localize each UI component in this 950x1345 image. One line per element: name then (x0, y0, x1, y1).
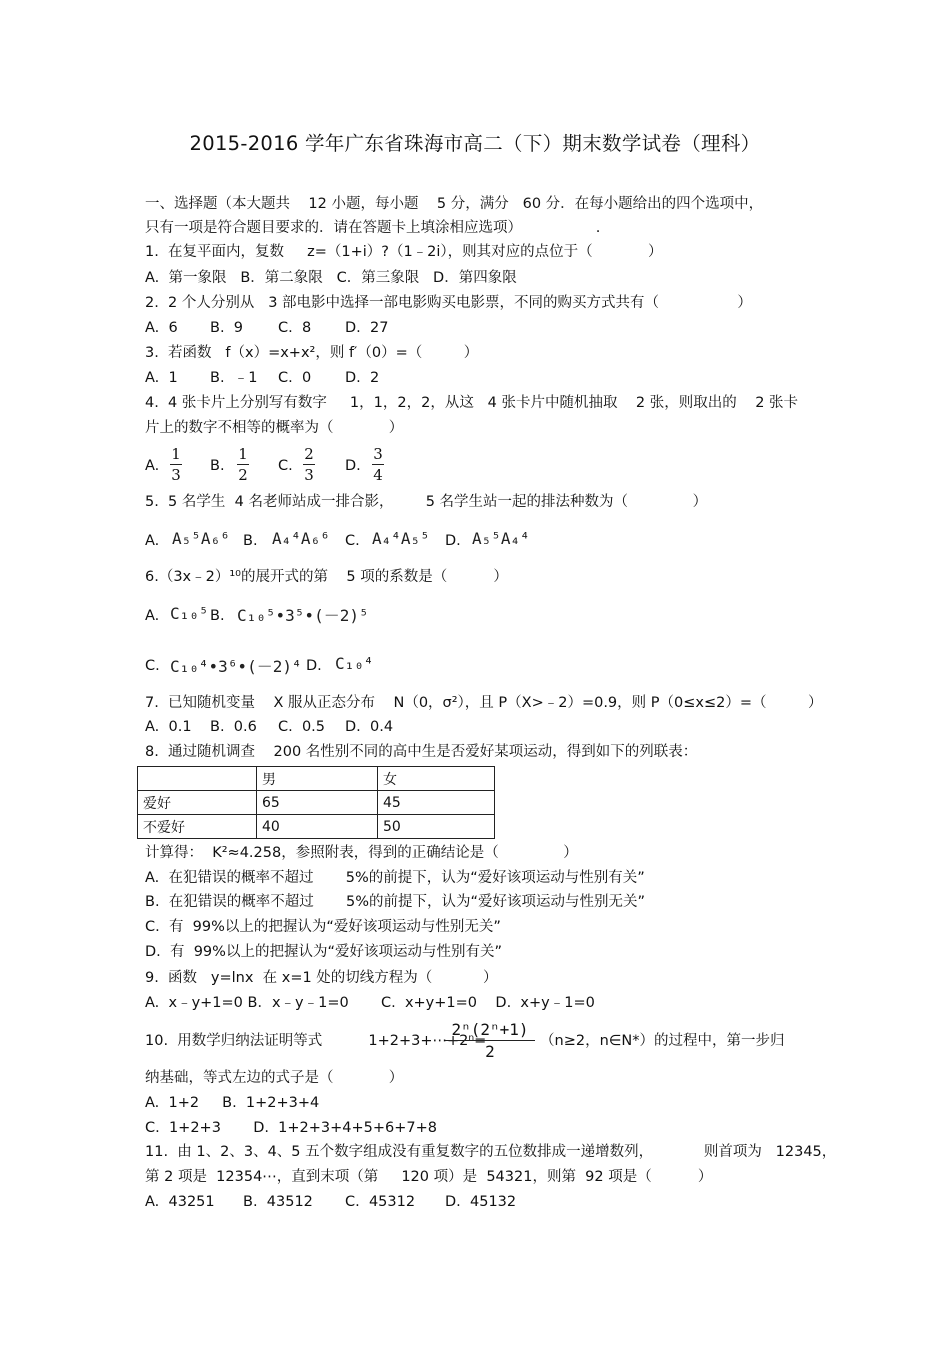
table-cell: 不爱好 (138, 815, 257, 839)
numerator: 2ⁿ(2ⁿ+1) (451, 1020, 529, 1039)
question-7-option-c: C. 0.5 (278, 719, 326, 735)
question-8-stem: 8. 通过随机调查 200 名性别不同的高中生是否爱好某项运动，得到如下的列联表： (145, 744, 698, 760)
table-cell: 65 (257, 791, 378, 815)
question-5-stem: 5. 5 名学生 4 名老师站成一排合影， 5 名学生站一起的排法种数为（ ） (145, 494, 708, 510)
question-10-options-line1: A. 1+2 B. 1+2+3+4 (145, 1095, 320, 1111)
question-4-fraction-c (303, 446, 315, 483)
denominator: 2 (238, 466, 248, 484)
question-7-option-b: B. 0.6 (210, 719, 257, 735)
question-5-expr-d: A₅⁵A₄⁴ (472, 529, 530, 548)
denominator: 2 (485, 1042, 495, 1061)
question-2-option-d: D. 27 (345, 320, 389, 336)
numerator: 2 (304, 445, 314, 463)
question-6-label-c: C. (145, 658, 160, 674)
question-4-fraction-b (237, 446, 249, 483)
question-4-label-c: C. (278, 458, 293, 474)
denominator: 4 (373, 466, 383, 484)
table-row (138, 791, 495, 815)
question-10-options-line2: C. 1+2+3 D. 1+2+3+4+5+6+7+8 (145, 1120, 438, 1136)
table-header-row (138, 767, 495, 791)
question-7-option-d: D. 0.4 (345, 719, 394, 735)
question-5-label-a: A. (145, 533, 160, 549)
question-8-option-c: C. 有 99%以上的把握认为“爱好该项运动与性别无关” (145, 919, 501, 935)
question-2-option-b: B. 9 (210, 320, 244, 336)
question-5-expr-a: A₅⁵A₆⁶ (172, 529, 230, 548)
question-5-expr-c: A₄⁴A₅⁵ (372, 529, 430, 548)
question-3-option-a: A. 1 (145, 370, 178, 386)
question-6-expr-c: C₁₀⁴•3⁶•(－2)⁴ (170, 657, 302, 676)
numerator: 1 (238, 445, 248, 463)
question-5-label-d: D. (445, 533, 461, 549)
question-8-option-b: B. 在犯错误的概率不超过 5%的前提下，认为“爱好该项运动与性别无关” (145, 894, 646, 910)
question-11-option-b: B. 43512 (243, 1194, 313, 1210)
question-11-stem-line1: 11. 由 1、2、3、4、5 五个数字组成没有重复数字的五位数排成一递增数列， 则首项为 12345， (145, 1144, 837, 1160)
question-8-option-a: A. 在犯错误的概率不超过 5%的前提下，认为“爱好该项运动与性别有关” (145, 870, 645, 886)
question-10-stem-left: 10. 用数学归纳法证明等式 1+2+3+⋯+2ⁿ= (145, 1033, 487, 1049)
question-3-option-b: B. ﹣1 (210, 370, 258, 386)
question-3-option-c: C. 0 (278, 370, 312, 386)
question-6-label-a: A. (145, 608, 160, 624)
contingency-table (137, 766, 495, 839)
question-6-expr-b: C₁₀⁵•3⁵•(－2)⁵ (237, 606, 369, 625)
question-4-stem-line1: 4. 4 张卡片上分别写有数字 1，1，2，2，从这 4 张卡片中随机抽取 2 张，则取出的 2 张卡 (145, 395, 799, 411)
question-2-option-c: C. 8 (278, 320, 312, 336)
section-instructions: 只有一项是符合题目要求的．请在答题卡上填涂相应选项） . (145, 220, 601, 236)
question-4-stem-line2: 片上的数字不相等的概率为（ ） (145, 420, 404, 436)
question-8-calc: 计算得： K²≈4.258，参照附表，得到的正确结论是（ ） (145, 845, 578, 861)
question-3-stem: 3. 若函数 f（x）=x+x²，则 f′（0）=（ ） (145, 345, 479, 361)
question-5-label-b: B. (243, 533, 258, 549)
question-11-option-a: A. 43251 (145, 1194, 215, 1210)
question-4-label-d: D. (345, 458, 361, 474)
question-4-label-a: A. (145, 458, 160, 474)
question-7-option-a: A. 0.1 (145, 719, 192, 735)
question-5-expr-b: A₄⁴A₆⁶ (272, 529, 330, 548)
question-11-option-c: C. 45312 (345, 1194, 416, 1210)
table-cell: 女 (378, 767, 495, 791)
question-4-label-b: B. (210, 458, 225, 474)
question-5-label-c: C. (345, 533, 360, 549)
question-9-options: A. x﹣y+1=0 B．x﹣y﹣1=0 C. x+y+1=0 D. x+y﹣1=0 (145, 995, 595, 1011)
question-1-options: A. 第一象限 B．第二象限 C．第三象限 D．第四象限 (145, 270, 517, 286)
table-cell: 45 (378, 791, 495, 815)
question-4-fraction-d (372, 446, 384, 483)
table-cell: 爱好 (138, 791, 257, 815)
question-2-option-a: A. 6 (145, 320, 178, 336)
table-cell: 40 (257, 815, 378, 839)
numerator: 3 (373, 445, 383, 463)
question-10-stem-right: （n≥2，n∈N*）的过程中，第一步归 (540, 1033, 785, 1049)
question-2-stem: 2. 2 个人分别从 3 部电影中选择一部电影购买电影票，不同的购买方式共有（ ） (145, 295, 752, 311)
question-7-stem: 7. 已知随机变量 X 服从正态分布 N（0，σ²），且 P（X>﹣2）=0.9，则 P（0≤x≤2）=（ ） (145, 695, 823, 711)
question-8-option-d: D. 有 99%以上的把握认为“爱好该项运动与性别有关” (145, 944, 502, 960)
question-6-label-d: D. (306, 658, 322, 674)
question-4-fraction-a (170, 446, 182, 483)
question-6-expr-a: C₁₀⁵ (170, 604, 209, 623)
denominator: 3 (171, 466, 181, 484)
denominator: 3 (304, 466, 314, 484)
question-9-stem: 9. 函数 y=lnx 在 x=1 处的切线方程为（ ） (145, 970, 498, 986)
table-row (138, 815, 495, 839)
table-cell (138, 767, 257, 791)
table-cell: 男 (257, 767, 378, 791)
question-6-stem: 6.（3x﹣2）¹⁰的展开式的第 5 项的系数是（ ） (145, 569, 508, 585)
question-11-option-d: D. 45132 (445, 1194, 517, 1210)
question-6-expr-d: C₁₀⁴ (335, 654, 374, 673)
question-3-option-d: D. 2 (345, 370, 380, 386)
exam-title: 2015-2016 学年广东省珠海市高二（下）期末数学试卷（理科） (189, 132, 761, 155)
question-10-stem-line2: 纳基础，等式左边的式子是（ ） (145, 1070, 404, 1086)
question-1-stem: 1. 在复平面内，复数 z=（1+i）?（1﹣2i），则其对应的点位于（ ） (145, 244, 663, 260)
question-11-stem-line2: 第 2 项是 12354⋯，直到末项（第 120 项）是 54321，则第 92 项是（ ） (145, 1169, 713, 1185)
section-heading: 一、选择题（本大题共 12 小题，每小题 5 分，满分 60 分．在每小题给出的四个选项中， (145, 196, 764, 212)
question-6-label-b: B. (210, 608, 225, 624)
numerator: 1 (171, 445, 181, 463)
table-cell: 50 (378, 815, 495, 839)
question-10-fraction (445, 1020, 535, 1061)
